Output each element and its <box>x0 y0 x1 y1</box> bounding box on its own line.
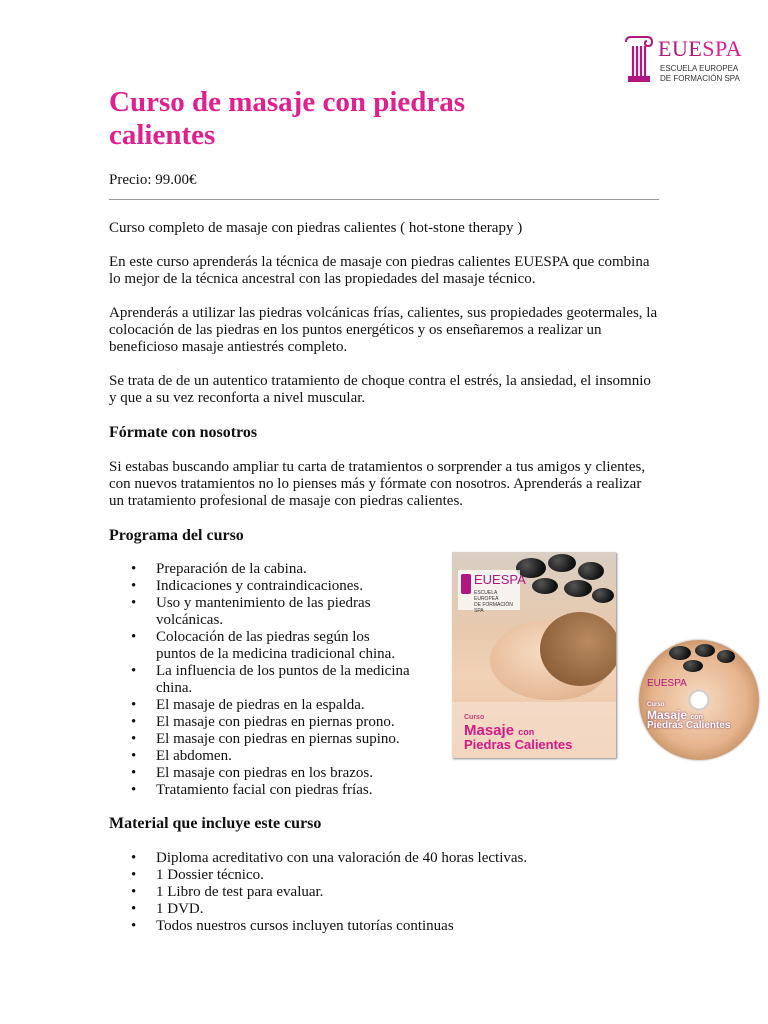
list-item: • Todos nuestros cursos incluyen tutorías continuas <box>156 918 656 935</box>
logo-subtitle: ESCUELA EUROPEA DE FORMACIÓN SPA <box>660 64 740 83</box>
disc-logo: EUESPA <box>647 678 687 689</box>
list-item: • 1 Dossier técnico. <box>156 867 656 884</box>
stone-icon <box>717 650 735 663</box>
dvd-disc-image <box>639 640 759 760</box>
list-item: • El masaje con piedras en los brazos. <box>156 765 412 782</box>
list-item: • Colocación de las piedras según los puntos de la medicina tradicional china. <box>156 629 412 663</box>
divider <box>109 199 659 200</box>
stone-icon <box>683 660 703 672</box>
list-item: • Tratamiento facial con piedras frías. <box>156 782 412 799</box>
list-item: • El masaje con piedras en piernas prono. <box>156 714 412 731</box>
disc-label-line1: Masaje con <box>647 708 703 722</box>
intro-paragraph: En este curso aprenderás la técnica de masaje con piedras calientes EUESPA que combina lo mejor de la técnica ancestral con las propiedades del masaje técnico. <box>109 254 650 287</box>
intro-paragraph: Aprenderás a utilizar las piedras volcánicas frías, calientes, sus propiedades geotermales, la colocación de las piedras en los puntos energéticos y os enseñaremos a realizar un beneficioso masaje antiestrés completo. <box>109 305 658 355</box>
list-item: • El masaje con piedras en piernas supino. <box>156 731 412 748</box>
cover-logo: EUESPA ESCUELA EUROPEA DE FORMACIÓN SPA <box>458 570 520 610</box>
section-heading-programa: Programa del curso <box>109 527 244 544</box>
logo-brand: EUESPA <box>658 36 743 61</box>
stone-icon <box>548 554 576 572</box>
stone-icon <box>669 646 691 660</box>
list-item: • Diploma acreditativo con una valoración de 40 horas lectivas. <box>156 850 656 867</box>
list-item: • Indicaciones y contraindicaciones. <box>156 578 412 595</box>
list-item: • Preparación de la cabina. <box>156 561 412 578</box>
section-heading-material: Material que incluye este curso <box>109 815 322 832</box>
cover-label-line2: Piedras Calientes <box>464 737 573 752</box>
stone-icon <box>578 562 604 580</box>
stone-icon <box>592 588 614 603</box>
cover-label-line1: Masaje con <box>464 722 535 739</box>
material-list <box>109 850 656 935</box>
stone-icon <box>532 578 558 594</box>
cover-label-small: Curso <box>464 714 485 721</box>
section-heading-formate: Fórmate con nosotros <box>109 424 258 441</box>
list-item: • 1 Libro de test para evaluar. <box>156 884 656 901</box>
formate-paragraph: Si estabas buscando ampliar tu carta de tratamientos o sorprender a tus amigos y clientes, con nuevos tratamientos no lo pienses más y fórmate con nosotros. Aprenderás a realizar un tratamiento profesional de masaje con piedras calientes. <box>109 459 646 509</box>
programa-list <box>109 561 412 799</box>
list-item: • El masaje de piedras en la espalda. <box>156 697 412 714</box>
column-logo-icon <box>624 36 654 84</box>
page-title: Curso de masaje con piedras calientes <box>109 86 466 151</box>
list-item: • Uso y mantenimiento de las piedras volcánicas. <box>156 595 412 629</box>
stone-icon <box>564 580 592 597</box>
disc-label-small: Curso <box>647 702 665 708</box>
list-item: • La influencia de los puntos de la medicina china. <box>156 663 412 697</box>
intro-paragraph: Curso completo de masaje con piedras calientes ( hot-stone therapy ) <box>109 220 523 236</box>
cover-photo-hair <box>540 612 616 686</box>
intro-paragraph: Se trata de de un autentico tratamiento de choque contra el estrés, la ansiedad, el insomnio y que a su vez reconforta a nivel muscular. <box>109 373 651 406</box>
price: Precio: 99.00€ <box>109 172 197 188</box>
course-cover-image <box>452 552 616 758</box>
disc-label-line2: Piedras Calientes <box>647 720 731 731</box>
stone-icon <box>695 644 715 657</box>
list-item: • 1 DVD. <box>156 901 656 918</box>
euespa-logo <box>624 36 764 98</box>
list-item: • El abdomen. <box>156 748 412 765</box>
